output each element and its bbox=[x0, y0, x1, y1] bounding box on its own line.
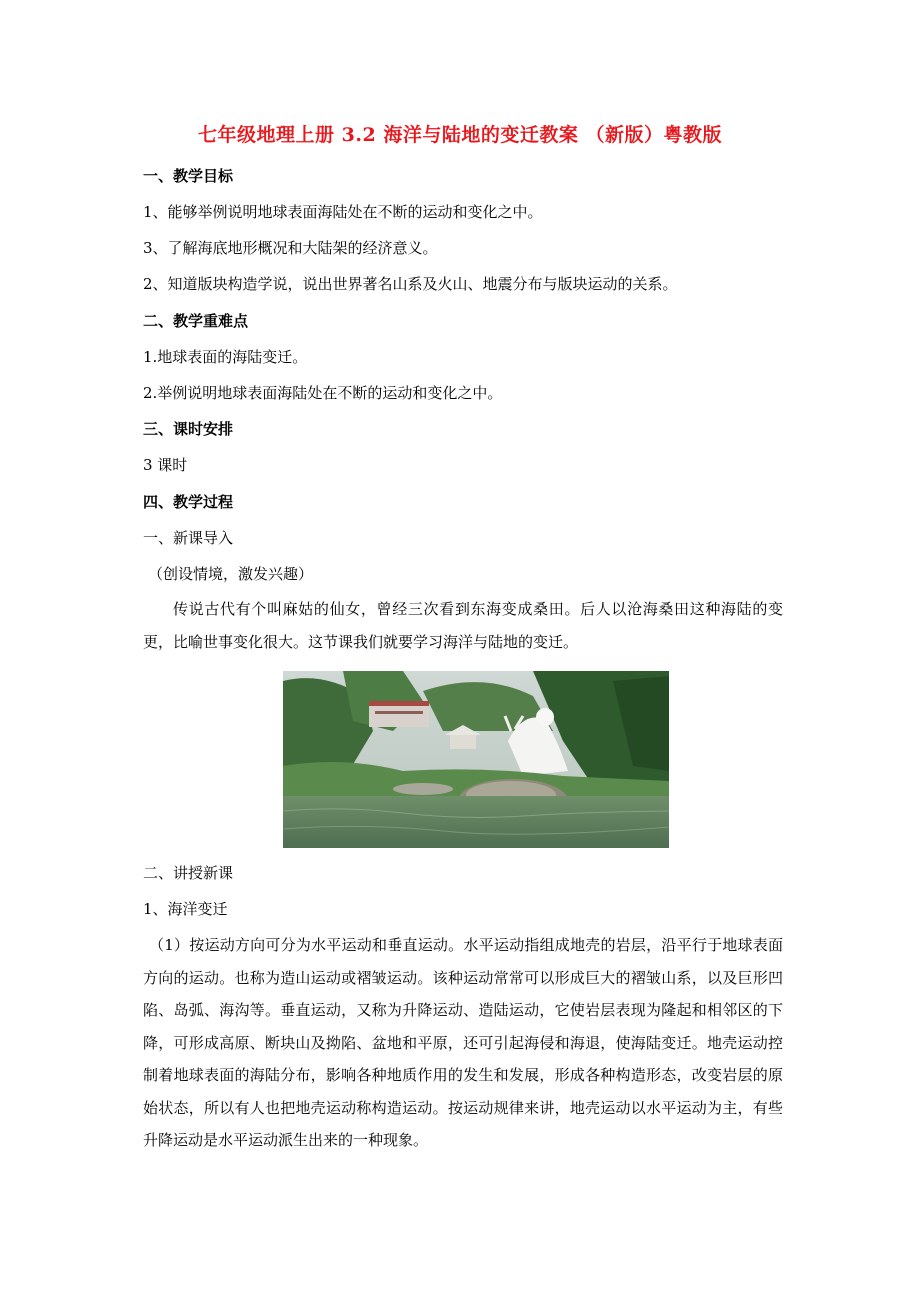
section-heading-key-points: 二、教学重难点 bbox=[143, 312, 249, 330]
introduction-paragraph: 传说古代有个叫麻姑的仙女，曾经三次看到东海变成桑田。后人以沧海桑田这种海陆的变更，比喻世事变化很大。这节课我们就要学习海洋与陆地的变迁。 bbox=[143, 600, 783, 651]
objective-item: 2、知道版块构造学说，说出世界著名山系及火山、地震分布与版块运动的关系。 bbox=[143, 275, 678, 293]
subheading-new-lesson: 二、讲授新课 bbox=[143, 864, 234, 882]
key-point-item: 1.地球表面的海陆变迁。 bbox=[143, 348, 308, 366]
subheading-ocean-change: 1、海洋变迁 bbox=[143, 900, 228, 918]
document-title: 七年级地理上册 3.2 海洋与陆地的变迁教案 （新版）粤教版 bbox=[198, 124, 722, 146]
section-heading-objectives: 一、教学目标 bbox=[143, 167, 234, 185]
schedule-text: 3 课时 bbox=[143, 456, 188, 474]
objective-item: 3、了解海底地形概况和大陆架的经济意义。 bbox=[143, 239, 438, 257]
section-heading-process: 四、教学过程 bbox=[143, 493, 234, 511]
key-point-item: 2.举例说明地球表面海陆处在不断的运动和变化之中。 bbox=[143, 384, 503, 402]
objective-item: 1、能够举例说明地球表面海陆处在不断的运动和变化之中。 bbox=[143, 203, 543, 221]
subheading-introduction: 一、新课导入 bbox=[143, 529, 234, 547]
body-paragraph: （1）按运动方向可分为水平运动和垂直运动。水平运动指组成地壳的岩层，沿平行于地球表面方向的运动。也称为造山运动或褶皱运动。该种运动常常可以形成巨大的褶皱山系，以及巨形凹陷、岛弧、海沟等。垂直运动，又称为升降运动、造陆运动，它使岩层表现为隆起和相邻区的下降，可形成高原、断块山及拗陷、盆地和平原，还可引起海侵和海退，使海陆变迁。地壳运动控制着地球表面的海陆分布，影响各种地质作用的发生和发展，形成各种构造形态，改变岩层的原始状态，所以有人也把地壳运动称构造运动。按运动规律来讲，地壳运动以水平运动为主，有些升降运动是水平运动派生出来的一种现象。 bbox=[143, 936, 783, 1149]
scenic-photo bbox=[283, 671, 669, 848]
introduction-note: （创设情境，激发兴趣） bbox=[148, 565, 314, 583]
section-heading-schedule: 三、课时安排 bbox=[143, 420, 234, 438]
